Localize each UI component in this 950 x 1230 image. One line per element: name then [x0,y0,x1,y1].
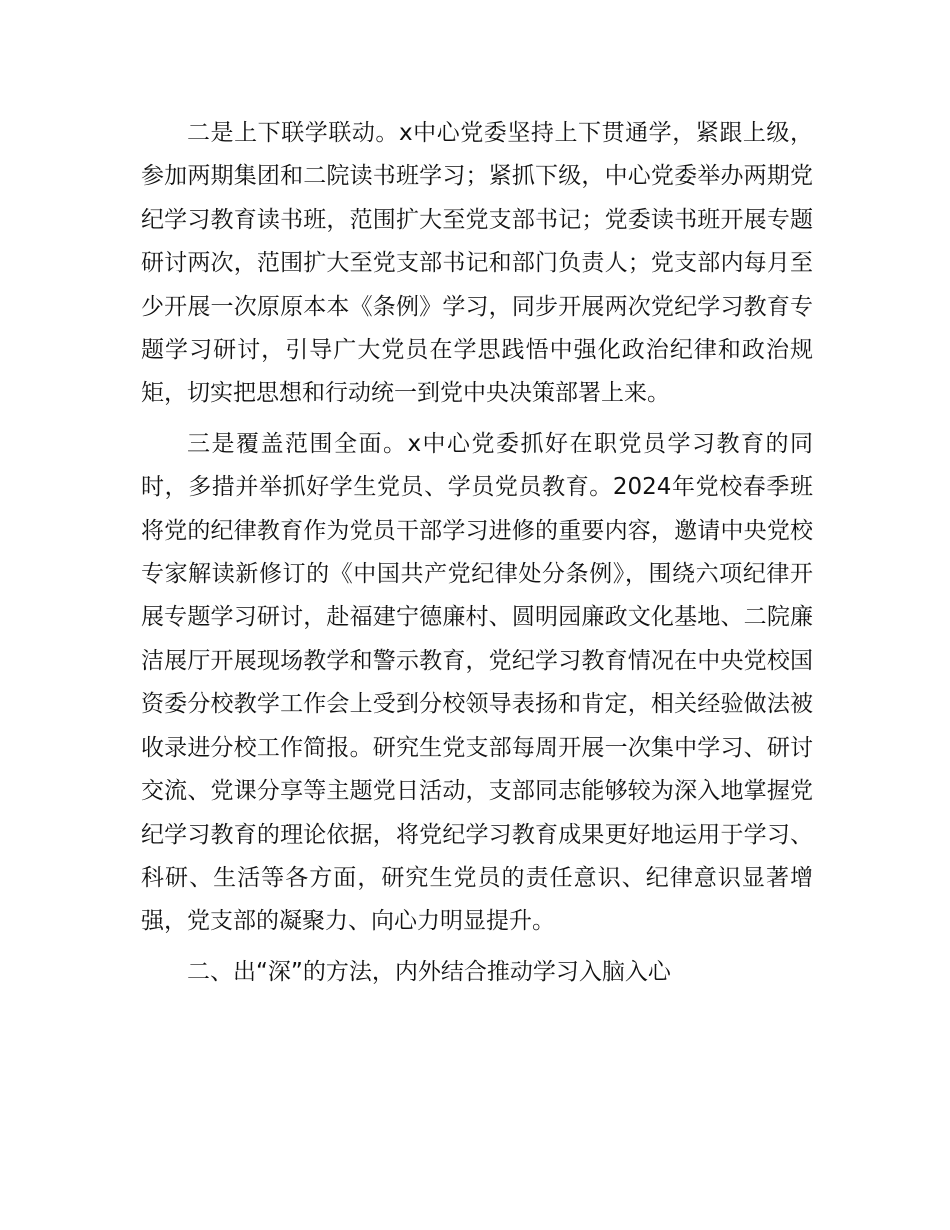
paragraph-full-coverage: 三是覆盖范围全面。x中心党委抓好在职党员学习教育的同时，多措并举抓好学生党员、学员党员教育。2024年党校春季班将党的纪律教育作为党员干部学习进修的重要内容，邀请中央党校专家解读新修订的《中国共产党纪律处分条例》，围绕六项纪律开展专题学习研讨，赴福建宁德廉村、圆明园廉政文化基地、二院廉洁展厅开展现场教学和警示教育，党纪学习教育情况在中央党校国资委分校教学工作会上受到分校领导表扬和肯定，相关经验做法被收录进分校工作简报。研究生党支部每周开展一次集中学习、研讨交流、党课分享等主题党日活动，支部同志能够较为深入地掌握党纪学习教育的理论依据，将党纪学习教育成果更好地运用于学习、科研、生活等各方面，研究生党员的责任意识、纪律意识显著增强，党支部的凝聚力、向心力明显提升。 [141,430,813,935]
paragraph-upper-lower-linkage: 二是上下联学联动。x中心党委坚持上下贯通学，紧跟上级，参加两期集团和二院读书班学习；紧抓下级，中心党委举办两期党纪学习教育读书班，范围扩大至党支部书记；党委读书班开展专题研讨两次，范围扩大至党支部书记和部门负责人；党支部内每月至少开展一次原原本本《条例》学习，同步开展两次党纪学习教育专题学习研讨，引导广大党员在学思践悟中强化政治纪律和政治规矩，切实把思想和行动统一到党中央决策部署上来。 [141,120,813,407]
section-heading-deep-methods: 二、出“深”的方法，内外结合推动学习入脑入心 [187,958,671,985]
document-body [141,112,813,994]
